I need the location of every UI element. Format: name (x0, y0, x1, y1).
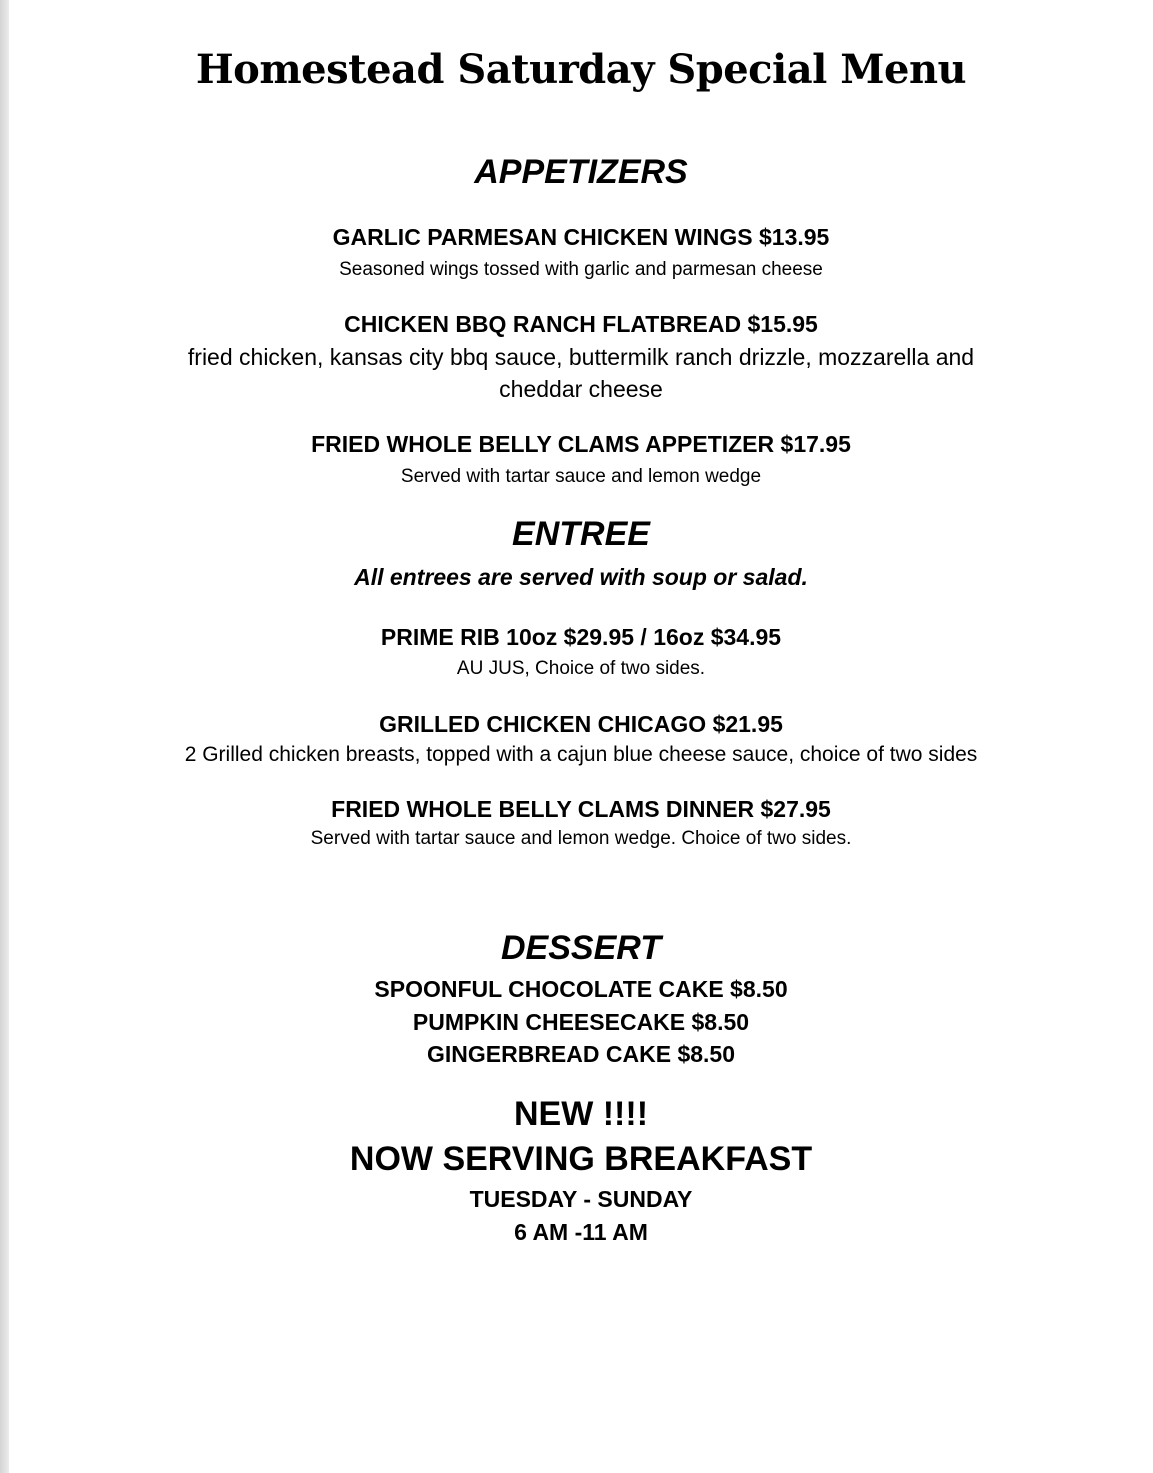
dessert-item: SPOONFUL CHOCOLATE CAKE $8.50 (374, 976, 788, 1002)
appetizer-item-name: GARLIC PARMESAN CHICKEN WINGS $13.95 (332, 224, 830, 250)
page-edge-shadow (0, 0, 9, 1473)
entree-heading: ENTREE (512, 515, 650, 553)
entree-item-name: GRILLED CHICKEN CHICAGO $21.95 (379, 711, 783, 737)
appetizer-item-description: Served with tartar sauce and lemon wedge (400, 466, 762, 487)
entree-item-description: AU JUS, Choice of two sides. (456, 658, 706, 679)
entree-item-name: FRIED WHOLE BELLY CLAMS DINNER $27.95 (331, 796, 831, 822)
dessert-heading: DESSERT (501, 929, 661, 967)
entree-note: All entrees are served with soup or salad. (354, 564, 808, 590)
promo-hours: 6 AM -11 AM (514, 1219, 648, 1245)
menu-title: Homestead Saturday Special Menu (195, 46, 967, 93)
dessert-item: PUMPKIN CHEESECAKE $8.50 (412, 1009, 750, 1035)
description-line: fried chicken, kansas city bbq sauce, buttermilk ranch drizzle, mozzarella and (187, 344, 975, 370)
appetizer-item-description (9, 341, 1153, 405)
entree-item-description: Served with tartar sauce and lemon wedge. Choice of two sides. (310, 828, 852, 849)
description-line: cheddar cheese (499, 376, 663, 402)
promo-breakfast: NOW SERVING BREAKFAST (349, 1140, 813, 1178)
dessert-item: GINGERBREAD CAKE $8.50 (426, 1041, 736, 1067)
entree-item-name: PRIME RIB 10oz $29.95 / 16oz $34.95 (380, 624, 782, 650)
promo-new: NEW !!!! (513, 1095, 649, 1133)
appetizer-item-name: FRIED WHOLE BELLY CLAMS APPETIZER $17.95 (311, 431, 851, 457)
promo-days: TUESDAY - SUNDAY (469, 1186, 693, 1212)
entree-item-description: 2 Grilled chicken breasts, topped with a cajun blue cheese sauce, choice of two sides (184, 743, 978, 766)
appetizer-item-name: CHICKEN BBQ RANCH FLATBREAD $15.95 (344, 311, 818, 337)
appetizer-item-description: Seasoned wings tossed with garlic and parmesan cheese (339, 259, 823, 280)
appetizers-heading: APPETIZERS (474, 153, 688, 191)
menu-page (9, 0, 1153, 1473)
